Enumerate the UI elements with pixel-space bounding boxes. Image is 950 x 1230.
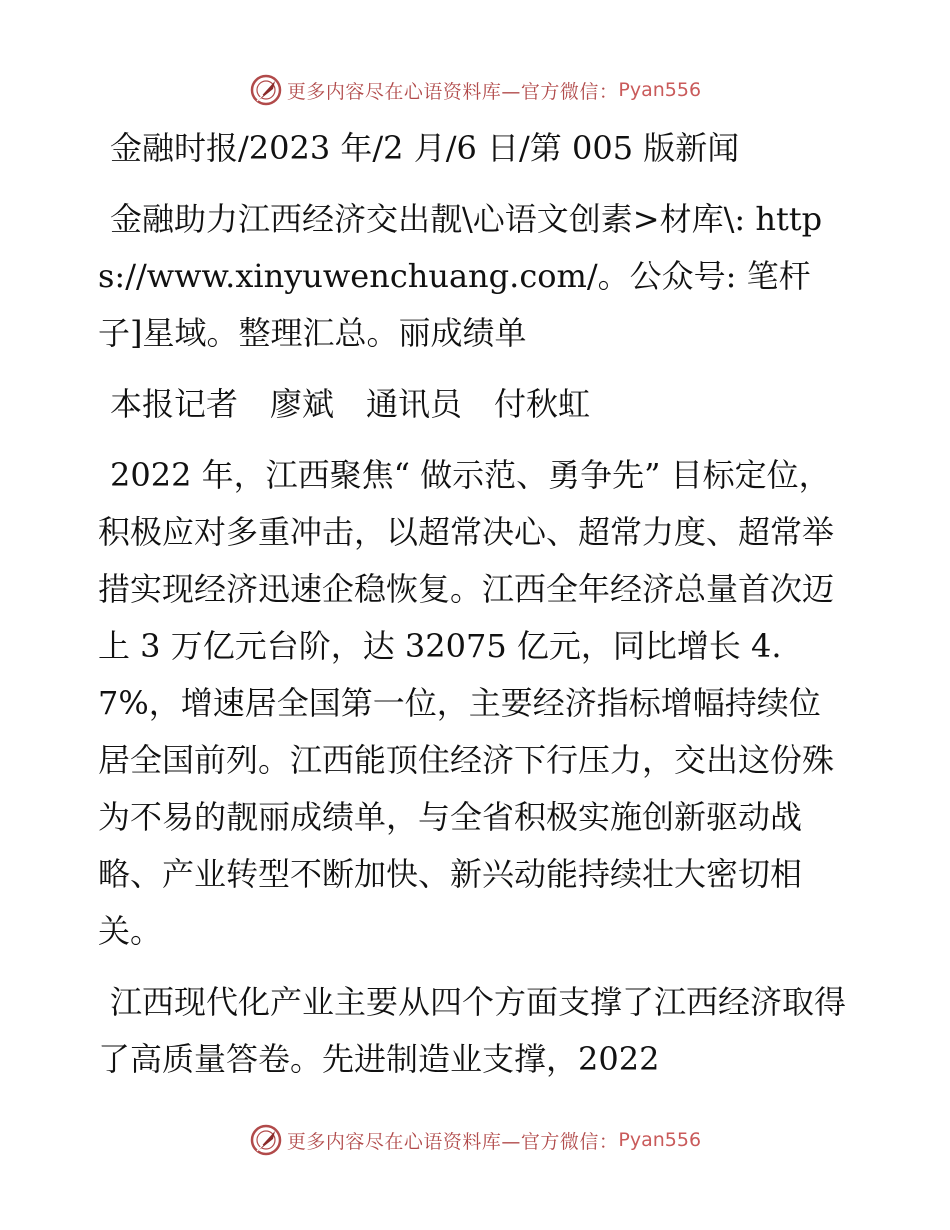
footer-watermark bbox=[0, 1120, 950, 1160]
body-paragraph: 2022 年，江西聚焦“ 做示范、勇争先” 目标定位，积极应对多重冲击，以超常决心、超常力度、超常举措实现经济迅速企稳恢复。江西全年经济总量首次迈上 3 万亿元台阶，达 32075 亿元，同比增长 4.7%，增速居全国第一位，主要经济指标增幅持续位居全国前列。江西能顶住经济下行压力，交出这份殊为不易的靓丽成绩单，与全省积极实施创新驱动战略、产业转型不断加快、新兴动能持续壮大密切相关。 bbox=[98, 456, 835, 950]
publication-line: 金融时报/2023 年/2 月/6 日/第 005 版新闻 bbox=[110, 129, 740, 167]
quill-logo-icon bbox=[249, 1123, 283, 1157]
article-title: 金融助力江西经济交出靓\心语文创素>材库\: https://www.xinyuwenchuang.com/。公众号: 笔杆子]星域。整理汇总。丽成绩单 bbox=[98, 200, 823, 352]
watermark-text: 更多内容尽在心语资料库—官方微信： bbox=[286, 1130, 619, 1153]
byline: 本报记者 廖斌 通讯员 付秋虹 bbox=[110, 385, 591, 423]
watermark-wechat-id: Pyan556 bbox=[618, 79, 702, 101]
quill-logo-icon bbox=[249, 73, 283, 107]
body-paragraph: 江西现代化产业主要从四个方面支撑了江西经济取得了高质量答卷。先进制造业支撑，2022 bbox=[98, 983, 847, 1078]
document-body bbox=[98, 120, 850, 1088]
watermark-text: 更多内容尽在心语资料库—官方微信： bbox=[286, 80, 619, 103]
watermark-wechat-id: Pyan556 bbox=[618, 1129, 702, 1151]
header-watermark bbox=[0, 70, 950, 110]
